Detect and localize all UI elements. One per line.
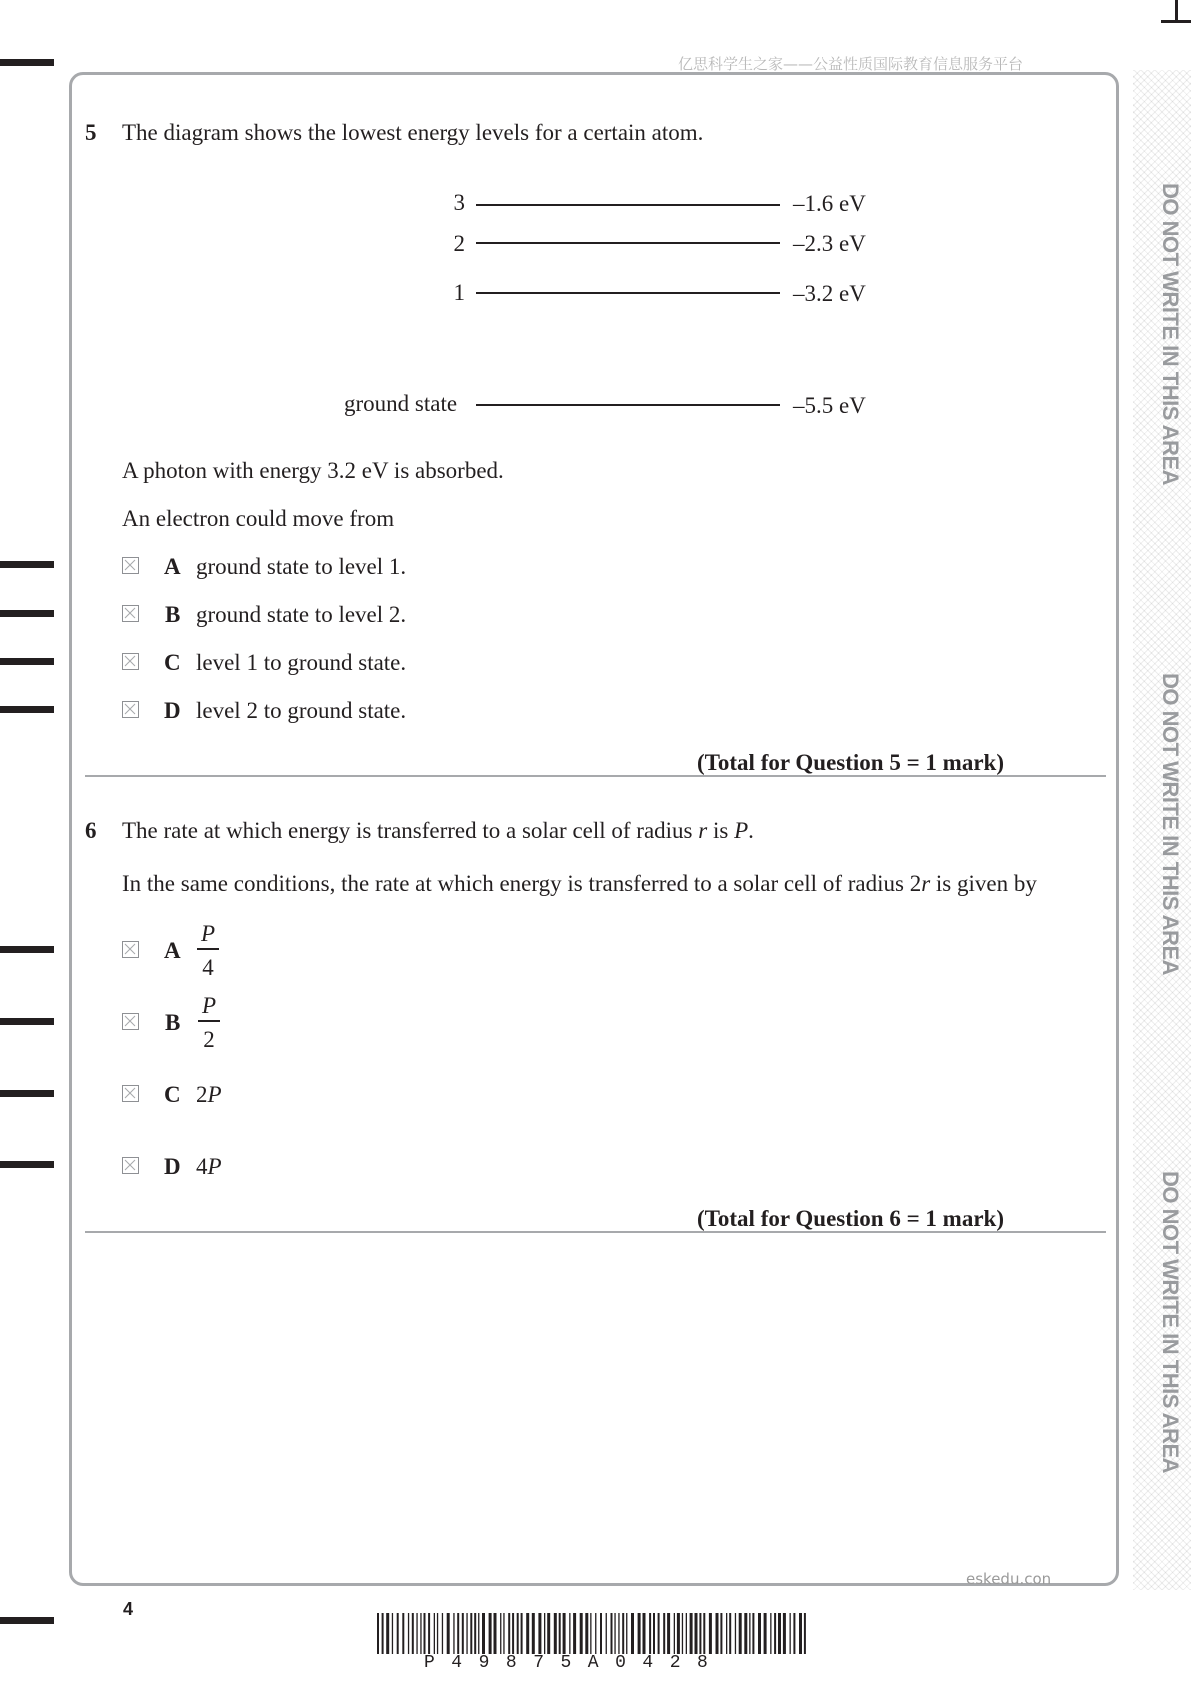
barcode-bar <box>614 1613 615 1654</box>
barcode-bar <box>457 1613 459 1654</box>
fraction-numerator: P <box>200 921 216 946</box>
barcode-bar <box>606 1613 607 1654</box>
option-letter: A <box>164 554 181 579</box>
level-energy: –3.2 eV <box>793 281 866 306</box>
level-label: 2 <box>453 231 465 256</box>
binder-mark <box>0 1090 54 1097</box>
barcode-bar <box>386 1613 389 1654</box>
site-watermark: eskedu.con <box>966 1570 1052 1588</box>
barcode-bar <box>716 1613 719 1654</box>
barcode-text: P49875A0428 <box>424 1653 725 1673</box>
barcode-bar <box>544 1613 545 1654</box>
level-label: 1 <box>453 280 465 305</box>
barcode-bar <box>447 1613 450 1654</box>
barcode-bar <box>494 1613 497 1654</box>
option-letter: C <box>164 650 181 675</box>
barcode-bar <box>622 1613 624 1654</box>
barcode-bar <box>595 1613 596 1654</box>
barcode-bar <box>726 1613 727 1654</box>
barcode-bar <box>397 1613 399 1654</box>
barcode-bar <box>392 1613 393 1654</box>
option-letter: B <box>165 1010 181 1035</box>
barcode-bar <box>790 1613 791 1654</box>
cross-icon <box>123 1086 137 1100</box>
barcode-bar <box>508 1613 510 1654</box>
binder-mark <box>0 1617 54 1624</box>
barcode-bar <box>503 1613 504 1654</box>
barcode-bar <box>538 1613 541 1654</box>
barcode-bar <box>729 1613 731 1654</box>
question-total: (Total for Question 6 = 1 mark) <box>697 1206 1004 1231</box>
barcode-bar <box>682 1613 683 1654</box>
side-warning: DO NOT WRITE IN THIS AREA <box>1158 183 1183 486</box>
barcode-bar <box>377 1613 379 1654</box>
barcode-bar <box>649 1613 651 1654</box>
question-number: 6 <box>85 818 97 843</box>
cross-icon <box>123 1158 137 1172</box>
barcode-bar <box>563 1613 566 1654</box>
option-text: 2P <box>196 1082 222 1107</box>
barcode-bar <box>453 1613 454 1654</box>
cross-icon <box>123 702 137 716</box>
barcode-bar <box>416 1613 417 1654</box>
barcode-bar <box>532 1613 535 1654</box>
barcode-bar <box>677 1613 680 1654</box>
barcode-bar <box>658 1613 660 1654</box>
divider <box>85 775 1106 777</box>
barcode-bar <box>663 1613 665 1654</box>
barcode-bar <box>434 1613 435 1654</box>
barcode-bar <box>408 1613 409 1654</box>
barcode-bar <box>778 1613 781 1654</box>
answer-checkbox[interactable] <box>122 941 139 958</box>
cross-icon <box>123 606 137 620</box>
binder-mark <box>0 610 54 617</box>
barcode-bar <box>600 1613 602 1654</box>
cross-icon <box>123 654 137 668</box>
cross-icon <box>123 558 137 572</box>
barcode-bar <box>770 1613 771 1654</box>
barcode-bar <box>783 1613 786 1654</box>
barcode-bar <box>643 1613 646 1654</box>
barcode-bar <box>489 1613 492 1654</box>
barcode-bar <box>428 1613 430 1654</box>
question-total: (Total for Question 5 = 1 mark) <box>697 750 1004 775</box>
barcode-bar <box>752 1613 754 1654</box>
side-warning: DO NOT WRITE IN THIS AREA <box>1158 1171 1183 1474</box>
barcode-bar <box>554 1613 557 1654</box>
question-number: 5 <box>85 120 97 145</box>
barcode-bar <box>559 1613 561 1654</box>
answer-checkbox[interactable] <box>122 653 139 670</box>
barcode-bar <box>470 1613 472 1654</box>
barcode-bar <box>709 1613 712 1654</box>
level-energy: –2.3 eV <box>793 231 866 256</box>
option-letter: A <box>164 938 181 963</box>
barcode-bar <box>382 1613 384 1654</box>
barcode-bar <box>611 1613 613 1654</box>
barcode-bar <box>638 1613 641 1654</box>
barcode <box>377 1613 811 1654</box>
barcode-bar <box>420 1613 421 1654</box>
answer-checkbox[interactable] <box>122 701 139 718</box>
energy-level-line <box>476 404 780 406</box>
divider <box>85 1231 1106 1233</box>
option-text: level 1 to ground state. <box>196 650 407 675</box>
level-energy: –5.5 eV <box>793 393 866 418</box>
barcode-bar <box>424 1613 426 1654</box>
option-text: ground state to level 1. <box>196 554 407 579</box>
barcode-bar <box>626 1613 627 1654</box>
barcode-bar <box>517 1613 519 1654</box>
binder-mark <box>0 59 54 66</box>
barcode-bar <box>437 1613 438 1654</box>
fraction-denominator: 4 <box>202 954 214 980</box>
crop-mark <box>1161 20 1191 23</box>
barcode-bar <box>667 1613 670 1654</box>
option-text: 4P <box>196 1154 222 1179</box>
barcode-bar <box>590 1613 591 1654</box>
level-label: 3 <box>453 190 465 215</box>
energy-level-line <box>476 242 780 244</box>
level-label-ground: ground state <box>344 391 458 416</box>
answer-checkbox[interactable] <box>122 1157 139 1174</box>
side-warning: DO NOT WRITE IN THIS AREA <box>1158 673 1183 976</box>
barcode-bar <box>547 1613 550 1654</box>
barcode-bar <box>580 1613 583 1654</box>
fraction-denominator: 2 <box>203 1026 215 1052</box>
barcode-bar <box>474 1613 476 1654</box>
page-number: 4 <box>123 1599 134 1619</box>
barcode-bar <box>466 1613 467 1654</box>
barcode-bar <box>735 1613 736 1654</box>
barcode-bar <box>695 1613 698 1654</box>
barcode-bar <box>478 1613 479 1654</box>
barcode-bar <box>500 1613 501 1654</box>
barcode-bar <box>793 1613 795 1654</box>
barcode-bar <box>585 1613 588 1654</box>
question-prompt: An electron could move from <box>122 506 395 531</box>
question-stem: The rate at which energy is transferred to a solar cell of radius r is P. <box>122 818 754 843</box>
barcode-bar <box>744 1613 747 1654</box>
barcode-bar <box>690 1613 693 1654</box>
barcode-bar <box>804 1613 806 1654</box>
answer-checkbox[interactable] <box>122 557 139 574</box>
barcode-bar <box>764 1613 767 1654</box>
barcode-bar <box>774 1613 776 1654</box>
barcode-bar <box>739 1613 742 1654</box>
binder-mark <box>0 946 54 953</box>
barcode-bar <box>703 1613 705 1654</box>
barcode-bar <box>674 1613 675 1654</box>
answer-checkbox[interactable] <box>122 1013 139 1030</box>
option-letter: C <box>164 1082 181 1107</box>
barcode-bar <box>462 1613 464 1654</box>
barcode-bar <box>749 1613 750 1654</box>
option-letter: D <box>164 698 181 723</box>
barcode-bar <box>442 1613 443 1654</box>
option-letter: B <box>165 602 181 627</box>
header-watermark: 亿思科学生之家——公益性质国际教育信息服务平台 <box>678 55 1024 73</box>
binder-mark <box>0 561 54 568</box>
question-stem: The diagram shows the lowest energy levels for a certain atom. <box>122 120 704 145</box>
option-letter: D <box>164 1154 181 1179</box>
option-text: level 2 to ground state. <box>196 698 407 723</box>
barcode-bar <box>569 1613 570 1654</box>
binder-mark <box>0 706 54 713</box>
energy-level-line <box>476 292 780 294</box>
crop-mark <box>1175 0 1178 22</box>
barcode-bar <box>402 1613 404 1654</box>
barcode-bar <box>686 1613 687 1654</box>
barcode-bar <box>653 1613 655 1654</box>
binder-mark <box>0 1018 54 1025</box>
question-prompt: In the same conditions, the rate at which energy is transferred to a solar cell of radius 2r is given by <box>122 871 1037 896</box>
barcode-bar <box>631 1613 634 1654</box>
barcode-bar <box>720 1613 722 1654</box>
barcode-bar <box>512 1613 514 1654</box>
barcode-bar <box>412 1613 414 1654</box>
binder-mark <box>0 658 54 665</box>
energy-level-line <box>476 204 780 206</box>
level-energy: –1.6 eV <box>793 191 866 216</box>
fraction <box>196 994 222 1051</box>
barcode-bar <box>521 1613 523 1654</box>
answer-checkbox[interactable] <box>122 605 139 622</box>
barcode-bar <box>758 1613 761 1654</box>
barcode-bar <box>699 1613 701 1654</box>
fraction <box>195 922 221 979</box>
barcode-bar <box>618 1613 619 1654</box>
barcode-bar <box>799 1613 802 1654</box>
question-info: A photon with energy 3.2 eV is absorbed. <box>122 458 504 483</box>
option-text: ground state to level 2. <box>196 602 407 627</box>
cross-icon <box>123 942 137 956</box>
binder-mark <box>0 1161 54 1168</box>
answer-checkbox[interactable] <box>122 1085 139 1102</box>
cross-icon <box>123 1014 137 1028</box>
barcode-bar <box>526 1613 529 1654</box>
barcode-bar <box>482 1613 485 1654</box>
fraction-numerator: P <box>201 993 217 1018</box>
barcode-bar <box>573 1613 576 1654</box>
